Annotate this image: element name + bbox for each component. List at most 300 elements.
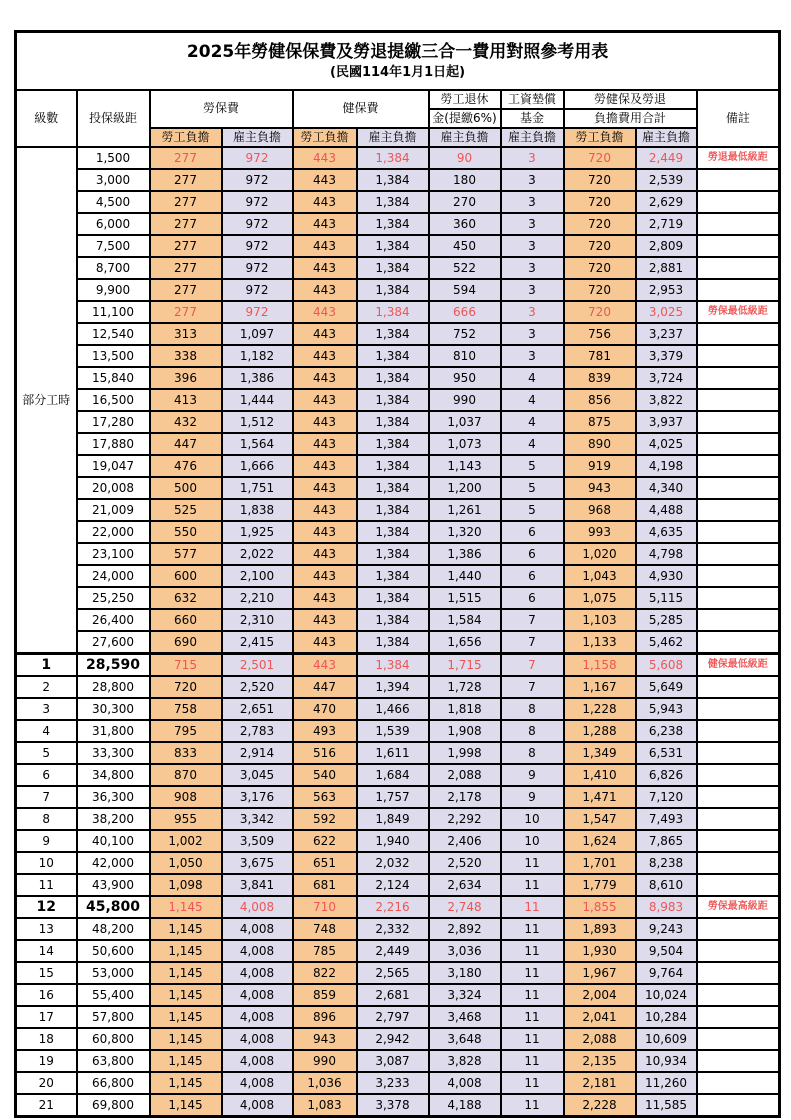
value-cell: 5,649 (636, 676, 697, 698)
value-cell: 3,180 (429, 962, 501, 984)
table-row (16, 631, 780, 654)
table-row (16, 235, 780, 257)
bracket-cell: 13,500 (77, 345, 150, 367)
value-cell: 4,798 (636, 543, 697, 565)
value-cell: 2,651 (222, 698, 293, 720)
value-cell: 795 (150, 720, 222, 742)
value-cell: 3,675 (222, 852, 293, 874)
value-cell: 10 (501, 830, 564, 852)
note-cell (697, 235, 780, 257)
value-cell: 1,893 (564, 918, 636, 940)
value-cell: 270 (429, 191, 501, 213)
value-cell: 443 (293, 609, 357, 631)
note-cell (697, 345, 780, 367)
value-cell: 5,115 (636, 587, 697, 609)
note-cell (697, 411, 780, 433)
value-cell: 1,384 (357, 654, 429, 677)
value-cell: 3,468 (429, 1006, 501, 1028)
value-cell: 3,648 (429, 1028, 501, 1050)
value-cell: 2,135 (564, 1050, 636, 1072)
value-cell: 870 (150, 764, 222, 786)
value-cell: 1,564 (222, 433, 293, 455)
table-body (16, 147, 780, 1117)
table-row (16, 984, 780, 1006)
value-cell: 1,075 (564, 587, 636, 609)
value-cell: 180 (429, 169, 501, 191)
value-cell: 443 (293, 323, 357, 345)
value-cell: 443 (293, 521, 357, 543)
value-cell: 1,043 (564, 565, 636, 587)
value-cell: 592 (293, 808, 357, 830)
value-cell: 1,037 (429, 411, 501, 433)
value-cell: 1,143 (429, 455, 501, 477)
value-cell: 896 (293, 1006, 357, 1028)
note-cell (697, 565, 780, 587)
note-cell (697, 742, 780, 764)
value-cell: 3,724 (636, 367, 697, 389)
value-cell: 540 (293, 764, 357, 786)
value-cell: 972 (222, 191, 293, 213)
value-cell: 720 (564, 257, 636, 279)
note-cell (697, 962, 780, 984)
value-cell: 2,881 (636, 257, 697, 279)
value-cell: 3,828 (429, 1050, 501, 1072)
value-cell: 2,942 (357, 1028, 429, 1050)
value-cell: 525 (150, 499, 222, 521)
note-cell (697, 543, 780, 565)
value-cell: 1,384 (357, 301, 429, 323)
value-cell: 972 (222, 279, 293, 301)
bracket-cell: 57,800 (77, 1006, 150, 1028)
value-cell: 2,449 (357, 940, 429, 962)
value-cell: 1,838 (222, 499, 293, 521)
value-cell: 476 (150, 455, 222, 477)
table-row (16, 1006, 780, 1028)
value-cell: 810 (429, 345, 501, 367)
value-cell: 1,515 (429, 587, 501, 609)
col-header-wage-fund-line1: 工資墊償 (501, 90, 564, 109)
value-cell: 2,809 (636, 235, 697, 257)
value-cell: 8 (501, 742, 564, 764)
level-cell: 18 (16, 1028, 77, 1050)
value-cell: 4,025 (636, 433, 697, 455)
bracket-cell: 33,300 (77, 742, 150, 764)
value-cell: 1,083 (293, 1094, 357, 1117)
table-row (16, 301, 780, 323)
value-cell: 1,440 (429, 565, 501, 587)
value-cell: 7 (501, 654, 564, 677)
table-row (16, 940, 780, 962)
value-cell: 752 (429, 323, 501, 345)
value-cell: 4,008 (222, 896, 293, 918)
value-cell: 360 (429, 213, 501, 235)
value-cell: 720 (564, 279, 636, 301)
value-cell: 720 (564, 191, 636, 213)
subheader-wage-fund-employer: 雇主負擔 (501, 128, 564, 147)
level-cell: 9 (16, 830, 77, 852)
value-cell: 1,384 (357, 235, 429, 257)
value-cell: 3,233 (357, 1072, 429, 1094)
note-cell (697, 874, 780, 896)
note-cell (697, 1050, 780, 1072)
value-cell: 3,937 (636, 411, 697, 433)
value-cell: 2,565 (357, 962, 429, 984)
value-cell: 313 (150, 323, 222, 345)
value-cell: 7 (501, 609, 564, 631)
value-cell: 10,024 (636, 984, 697, 1006)
bracket-cell: 21,009 (77, 499, 150, 521)
value-cell: 2,681 (357, 984, 429, 1006)
table-row (16, 654, 780, 677)
value-cell: 1,611 (357, 742, 429, 764)
value-cell: 413 (150, 389, 222, 411)
note-cell (697, 521, 780, 543)
value-cell: 950 (429, 367, 501, 389)
value-cell: 3,822 (636, 389, 697, 411)
bracket-cell: 66,800 (77, 1072, 150, 1094)
note-cell (697, 786, 780, 808)
value-cell: 3,176 (222, 786, 293, 808)
value-cell: 4,008 (222, 1006, 293, 1028)
value-cell: 11 (501, 940, 564, 962)
value-cell: 1,384 (357, 543, 429, 565)
value-cell: 1,158 (564, 654, 636, 677)
level-cell: 20 (16, 1072, 77, 1094)
note-cell (697, 169, 780, 191)
level-cell: 8 (16, 808, 77, 830)
col-header-total-line1: 勞健保及勞退 (564, 90, 697, 109)
value-cell: 277 (150, 301, 222, 323)
table-row (16, 830, 780, 852)
value-cell: 781 (564, 345, 636, 367)
note-cell (697, 499, 780, 521)
premium-reference-table (14, 30, 781, 1118)
note-cell: 勞保最高級距 (697, 896, 780, 918)
value-cell: 3 (501, 235, 564, 257)
note-cell: 勞退最低級距 (697, 147, 780, 169)
value-cell: 710 (293, 896, 357, 918)
value-cell: 1,145 (150, 896, 222, 918)
subheader-labor-employee: 勞工負擔 (150, 128, 222, 147)
value-cell: 3 (501, 147, 564, 169)
bracket-cell: 55,400 (77, 984, 150, 1006)
bracket-cell: 20,008 (77, 477, 150, 499)
value-cell: 968 (564, 499, 636, 521)
value-cell: 972 (222, 169, 293, 191)
value-cell: 3 (501, 323, 564, 345)
bracket-cell: 40,100 (77, 830, 150, 852)
bracket-cell: 31,800 (77, 720, 150, 742)
value-cell: 11,585 (636, 1094, 697, 1117)
value-cell: 681 (293, 874, 357, 896)
bracket-cell: 3,000 (77, 169, 150, 191)
table-row (16, 676, 780, 698)
bracket-cell: 34,800 (77, 764, 150, 786)
value-cell: 1,386 (222, 367, 293, 389)
value-cell: 6,826 (636, 764, 697, 786)
value-cell: 8 (501, 698, 564, 720)
value-cell: 1,384 (357, 213, 429, 235)
value-cell: 720 (564, 301, 636, 323)
value-cell: 2,332 (357, 918, 429, 940)
value-cell: 1,930 (564, 940, 636, 962)
value-cell: 972 (222, 301, 293, 323)
value-cell: 5,285 (636, 609, 697, 631)
value-cell: 11 (501, 1072, 564, 1094)
value-cell: 443 (293, 367, 357, 389)
value-cell: 2,088 (564, 1028, 636, 1050)
value-cell: 1,103 (564, 609, 636, 631)
bracket-cell: 4,500 (77, 191, 150, 213)
value-cell: 1,998 (429, 742, 501, 764)
value-cell: 447 (293, 676, 357, 698)
value-cell: 6,531 (636, 742, 697, 764)
value-cell: 990 (293, 1050, 357, 1072)
bracket-cell: 42,000 (77, 852, 150, 874)
value-cell: 1,020 (564, 543, 636, 565)
value-cell: 720 (564, 213, 636, 235)
value-cell: 443 (293, 389, 357, 411)
value-cell: 2,292 (429, 808, 501, 830)
table-row (16, 433, 780, 455)
table-row (16, 279, 780, 301)
bracket-cell: 17,280 (77, 411, 150, 433)
value-cell: 443 (293, 147, 357, 169)
value-cell: 4,008 (222, 940, 293, 962)
table-row (16, 1072, 780, 1094)
value-cell: 1,261 (429, 499, 501, 521)
value-cell: 443 (293, 543, 357, 565)
note-cell (697, 1094, 780, 1117)
value-cell: 1,036 (293, 1072, 357, 1094)
value-cell: 443 (293, 499, 357, 521)
value-cell: 856 (564, 389, 636, 411)
value-cell: 277 (150, 279, 222, 301)
value-cell: 2,415 (222, 631, 293, 654)
value-cell: 600 (150, 565, 222, 587)
value-cell: 11 (501, 962, 564, 984)
table-row (16, 565, 780, 587)
table-row (16, 1050, 780, 1072)
level-cell: 19 (16, 1050, 77, 1072)
value-cell: 8,983 (636, 896, 697, 918)
table-row (16, 411, 780, 433)
bracket-cell: 6,000 (77, 213, 150, 235)
value-cell: 277 (150, 169, 222, 191)
value-cell: 3 (501, 191, 564, 213)
value-cell: 10,609 (636, 1028, 697, 1050)
level-cell: 16 (16, 984, 77, 1006)
value-cell: 1,384 (357, 455, 429, 477)
value-cell: 4,008 (222, 984, 293, 1006)
value-cell: 2,797 (357, 1006, 429, 1028)
value-cell: 890 (564, 433, 636, 455)
table-row (16, 389, 780, 411)
value-cell: 443 (293, 455, 357, 477)
value-cell: 908 (150, 786, 222, 808)
table-row (16, 852, 780, 874)
value-cell: 516 (293, 742, 357, 764)
value-cell: 666 (429, 301, 501, 323)
value-cell: 2,783 (222, 720, 293, 742)
value-cell: 450 (429, 235, 501, 257)
value-cell: 2,228 (564, 1094, 636, 1117)
value-cell: 1,384 (357, 631, 429, 654)
note-cell (697, 367, 780, 389)
value-cell: 720 (150, 676, 222, 698)
value-cell: 7,493 (636, 808, 697, 830)
col-header-wage-fund-line2: 基金 (501, 109, 564, 128)
value-cell: 443 (293, 477, 357, 499)
value-cell: 10,934 (636, 1050, 697, 1072)
bracket-cell: 15,840 (77, 367, 150, 389)
bracket-cell: 25,250 (77, 587, 150, 609)
value-cell: 2,124 (357, 874, 429, 896)
value-cell: 1,133 (564, 631, 636, 654)
table-row (16, 191, 780, 213)
value-cell: 6 (501, 521, 564, 543)
value-cell: 1,384 (357, 367, 429, 389)
value-cell: 4,008 (222, 1072, 293, 1094)
table-row (16, 147, 780, 169)
value-cell: 972 (222, 235, 293, 257)
value-cell: 5 (501, 499, 564, 521)
value-cell: 1,384 (357, 389, 429, 411)
value-cell: 4,488 (636, 499, 697, 521)
note-cell (697, 808, 780, 830)
subheader-pension-employer: 雇主負擔 (429, 128, 501, 147)
value-cell: 4,008 (222, 962, 293, 984)
value-cell: 1,200 (429, 477, 501, 499)
value-cell: 2,406 (429, 830, 501, 852)
table-row (16, 609, 780, 631)
value-cell: 4,008 (222, 1028, 293, 1050)
value-cell: 839 (564, 367, 636, 389)
note-cell (697, 631, 780, 654)
value-cell: 4,340 (636, 477, 697, 499)
value-cell: 500 (150, 477, 222, 499)
value-cell: 1,728 (429, 676, 501, 698)
value-cell: 4 (501, 411, 564, 433)
value-cell: 720 (564, 147, 636, 169)
bracket-cell: 63,800 (77, 1050, 150, 1072)
level-cell: 21 (16, 1094, 77, 1117)
value-cell: 1,145 (150, 1094, 222, 1117)
value-cell: 11 (501, 852, 564, 874)
value-cell: 2,501 (222, 654, 293, 677)
table-row (16, 477, 780, 499)
note-cell (697, 676, 780, 698)
value-cell: 1,097 (222, 323, 293, 345)
value-cell: 1,384 (357, 433, 429, 455)
value-cell: 2,041 (564, 1006, 636, 1028)
value-cell: 1,384 (357, 323, 429, 345)
value-cell: 2,216 (357, 896, 429, 918)
value-cell: 9,243 (636, 918, 697, 940)
value-cell: 1,384 (357, 609, 429, 631)
bracket-cell: 69,800 (77, 1094, 150, 1117)
value-cell: 1,145 (150, 940, 222, 962)
value-cell: 577 (150, 543, 222, 565)
value-cell: 1,751 (222, 477, 293, 499)
bracket-cell: 16,500 (77, 389, 150, 411)
note-cell (697, 1072, 780, 1094)
value-cell: 1,925 (222, 521, 293, 543)
value-cell: 1,715 (429, 654, 501, 677)
value-cell: 443 (293, 279, 357, 301)
note-cell (697, 323, 780, 345)
value-cell: 5,462 (636, 631, 697, 654)
value-cell: 833 (150, 742, 222, 764)
value-cell: 9,504 (636, 940, 697, 962)
value-cell: 443 (293, 565, 357, 587)
value-cell: 7,865 (636, 830, 697, 852)
value-cell: 4,008 (222, 1094, 293, 1117)
value-cell: 1,384 (357, 147, 429, 169)
note-cell (697, 213, 780, 235)
value-cell: 2,032 (357, 852, 429, 874)
table-row (16, 367, 780, 389)
value-cell: 7 (501, 631, 564, 654)
value-cell: 4,008 (222, 1050, 293, 1072)
note-cell (697, 940, 780, 962)
value-cell: 2,719 (636, 213, 697, 235)
value-cell: 4,008 (429, 1072, 501, 1094)
col-header-pension-line2: 金(提繳6%) (429, 109, 501, 128)
value-cell: 443 (293, 345, 357, 367)
value-cell: 11 (501, 1050, 564, 1072)
value-cell: 443 (293, 654, 357, 677)
value-cell: 748 (293, 918, 357, 940)
value-cell: 3 (501, 213, 564, 235)
value-cell: 2,178 (429, 786, 501, 808)
level-cell: 2 (16, 676, 77, 698)
value-cell: 972 (222, 147, 293, 169)
table-row (16, 1094, 780, 1117)
value-cell: 2,004 (564, 984, 636, 1006)
value-cell: 1,757 (357, 786, 429, 808)
col-header-pension-line1: 勞工退休 (429, 90, 501, 109)
value-cell: 3,324 (429, 984, 501, 1006)
col-header-health-insurance: 健保費 (293, 90, 429, 128)
value-cell: 277 (150, 147, 222, 169)
bracket-cell: 43,900 (77, 874, 150, 896)
value-cell: 11 (501, 1006, 564, 1028)
value-cell: 875 (564, 411, 636, 433)
note-cell (697, 455, 780, 477)
bracket-cell: 1,500 (77, 147, 150, 169)
col-header-total-line2: 負擔費用合計 (564, 109, 697, 128)
page-title: 2025年勞健保保費及勞退提繳三合一費用對照參考用表 (186, 41, 609, 62)
value-cell: 1,386 (429, 543, 501, 565)
bracket-cell: 9,900 (77, 279, 150, 301)
header-row-1 (16, 90, 780, 109)
value-cell: 2,634 (429, 874, 501, 896)
value-cell: 3,045 (222, 764, 293, 786)
value-cell: 7 (501, 676, 564, 698)
value-cell: 90 (429, 147, 501, 169)
col-header-labor-insurance: 勞保費 (150, 90, 293, 128)
value-cell: 1,818 (429, 698, 501, 720)
value-cell: 2,914 (222, 742, 293, 764)
value-cell: 1,471 (564, 786, 636, 808)
note-cell (697, 918, 780, 940)
note-cell (697, 433, 780, 455)
bracket-cell: 53,000 (77, 962, 150, 984)
value-cell: 11 (501, 984, 564, 1006)
value-cell: 1,384 (357, 499, 429, 521)
bracket-cell: 23,100 (77, 543, 150, 565)
